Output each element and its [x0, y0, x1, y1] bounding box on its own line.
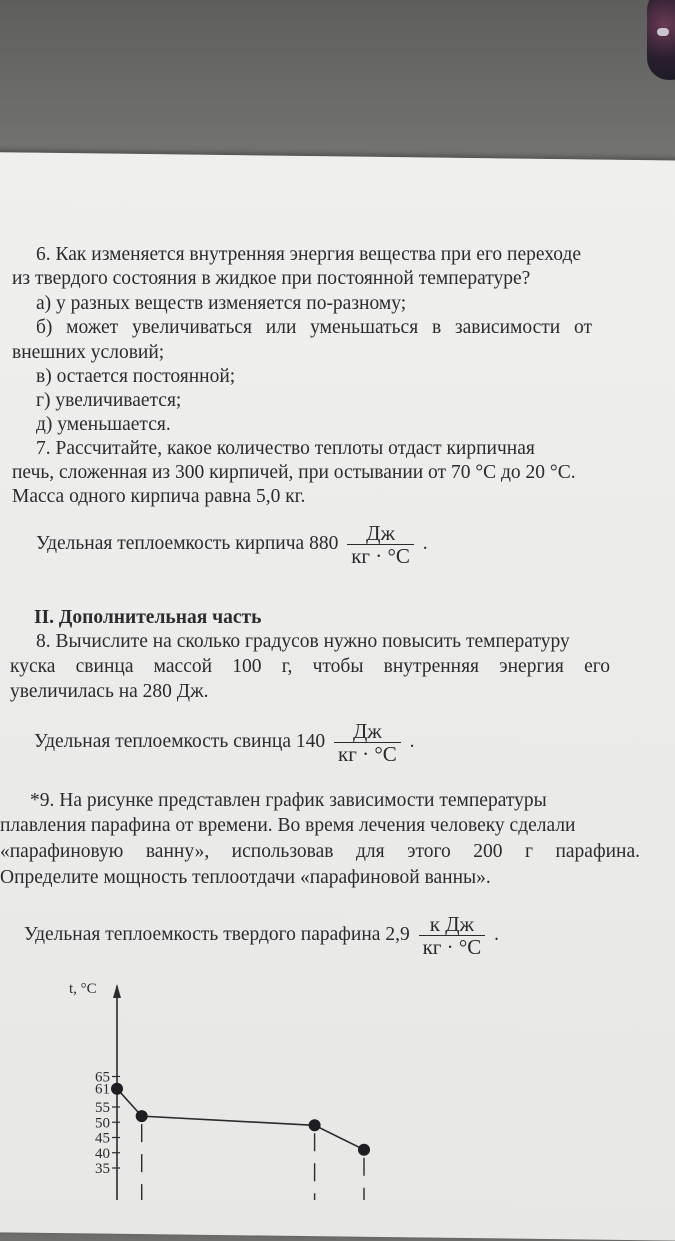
q6-line-2: из твердого состояния в жидкое при постоянной температуре?	[12, 268, 531, 289]
q8-line-1: 8. Вычислите на сколько градусов нужно повысить температуру	[36, 631, 570, 652]
y-tick-label: 61	[95, 1081, 110, 1098]
q9-unit-denominator: кг · °С	[422, 935, 482, 959]
q9-given-value: 2,9	[385, 923, 410, 945]
y-tick-label: 40	[95, 1145, 110, 1162]
q8-given-label: Удельная теплоемкость свинца	[34, 730, 292, 752]
y-axis-arrow	[113, 984, 121, 998]
q9-given-tail: .	[494, 923, 500, 945]
q7-line-3: Масса одного кирпича равна 5,0 кг.	[12, 486, 306, 507]
y-tick-label: 65	[95, 1069, 110, 1086]
q8-unit-denominator: кг · °С	[338, 742, 397, 766]
series-line	[117, 1089, 364, 1150]
q6-option-b-line-2: внешних условий;	[12, 342, 165, 363]
q8-given-tail: .	[409, 730, 415, 752]
y-tick-label: 55	[95, 1100, 110, 1116]
q7-line-1: 7. Рассчитайте, какое количество теплоты отдаст кирпичная	[36, 438, 535, 459]
q8-line-3: увеличилась на 280 Дж.	[10, 681, 209, 702]
y-tick-label: 50	[95, 1115, 110, 1132]
q7-line-2: печь, сложенная из 300 кирпичей, при остывании от 70 °С до 20 °С.	[12, 462, 576, 483]
q6-option-g: г) увеличивается;	[36, 390, 182, 411]
q7-given-value: 880	[309, 532, 339, 554]
q8-unit-numerator: Дж	[334, 720, 401, 743]
chart-layer	[69, 981, 370, 1200]
q9-line-2: плавления парафина от времени. Во время лечения человеку сделали	[0, 815, 576, 836]
q9-unit-numerator: к Дж	[419, 913, 486, 936]
q7-given-tail: .	[422, 532, 428, 554]
data-point	[309, 1119, 321, 1131]
y-tick-label: 45	[95, 1130, 110, 1147]
q9-given-label: Удельная теплоемкость твердого парафина	[24, 923, 381, 945]
q9-line-1: *9. На рисунке представлен график зависимости температуры	[30, 790, 547, 811]
q6-option-a: а) у разных веществ изменяется по-разному;	[36, 293, 407, 314]
q9-line-4: Определите мощность теплоотдачи «парафиновой ванны».	[0, 867, 491, 888]
section-2-title: II. Дополнительная часть	[34, 607, 262, 628]
q6-option-d: д) уменьшается.	[36, 414, 171, 435]
q7-unit-numerator: Дж	[347, 522, 414, 545]
q7-given-label: Удельная теплоемкость кирпича	[36, 532, 305, 554]
q8-line-2: куска свинца массой 100 г, чтобы внутренняя энергия его	[10, 656, 610, 677]
q6-line-1: 6. Как изменяется внутренняя энергия вещества при его переходе	[36, 244, 582, 265]
data-point	[136, 1110, 148, 1122]
q8-given-value: 140	[295, 730, 326, 752]
q6-option-v: в) остается постоянной;	[36, 366, 236, 387]
data-point	[111, 1083, 123, 1095]
q9-line-3: «парафиновую ванну», использовав для этого 200 г парафина.	[0, 841, 640, 862]
data-point	[358, 1144, 370, 1156]
y-tick-label: 35	[95, 1161, 110, 1177]
y-axis-label: t, °С	[69, 981, 97, 997]
q6-option-b-line-1: б) может увеличиваться или уменьшаться в зависимости от	[36, 317, 592, 338]
q7-unit-denominator: кг · °С	[351, 544, 410, 568]
